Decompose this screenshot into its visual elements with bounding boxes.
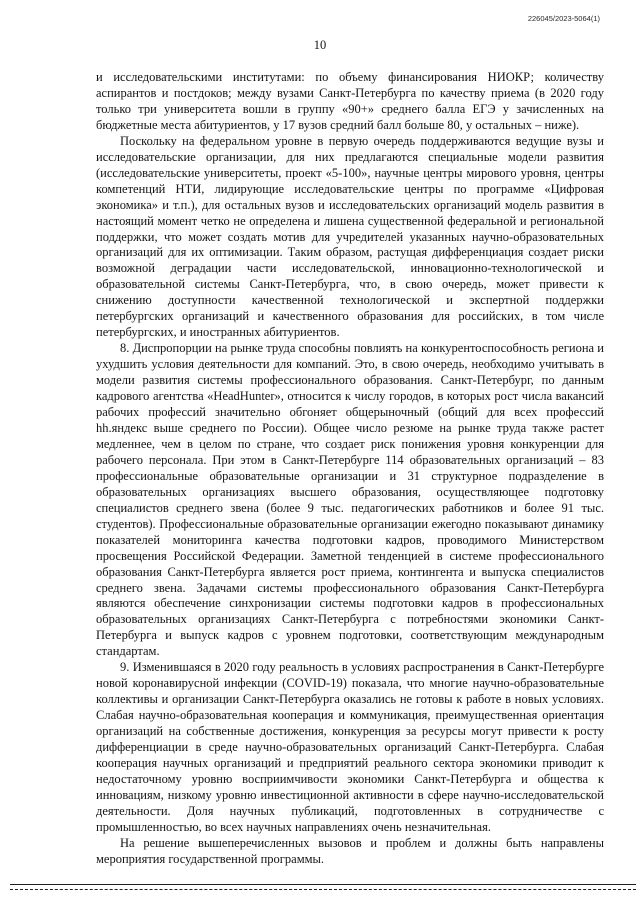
- paragraph-continuation: и исследовательскими институтами: по объему финансирования НИОКР; количеству аспирантов и постдоков; между вузами Санкт-Петербурга по качеству приема (в 2020 году только три университета вошли в группу «90+» среднего балла ЕГЭ у зачисленных на бюджетные места абитуриентов, у 17 вузов средний балл больше 80, у остальных – ниже).: [96, 70, 604, 132]
- paragraph-item-8-labor-market: 8. Диспропорции на рынке труда способны повлиять на конкурентоспособность региона и ухудшить условия деятельности для компаний. Это, в свою очередь, необходимо учитывать в модели развития системы профессионального образования. Санкт-Петербург, по данным кадрового агентства «HeadHunter», относится к числу городов, в которых рост числа вакансий рабочих профессий значительно обгоняет общерыночный (общий для всех профессий hh.яндекс выше среднего по России). Общее число резюме на рынке труда также растет медленнее, чем в целом по стране, что создает риск понижения уровня конкуренции для рабочего персонала. При этом в Санкт-Петербурге 114 образовательных организаций – 83 профессиональные образовательные организации и 31 структурное подразделение в образовательных организациях высшего образования, осуществляющее подготовку специалистов среднего звена (более 9 тыс. педагогических работников и более 91 тыс. студентов). Профессиональные образовательные организации ежегодно показывают динамику показателей мониторинга качества подготовки кадров, проводимого Министерством просвещения Российской Федерации. Заметной тенденцией в системе профессионального образования Санкт-Петербурга является рост приема, контингента и выпуска специалистов среднего звена. Задачами системы профессионального образования Санкт-Петербурга являются обеспечение синхронизации системы подготовки кадров в профессиональных образовательных организациях Санкт-Петербурга с потребностями экономики Санкт-Петербурга и выпуск кадров с уровнем подготовки, соответствующим международным стандартам.: [96, 341, 604, 659]
- page-number: 10: [313, 38, 327, 52]
- paragraph-conclusion: На решение вышеперечисленных вызовов и проблем и должны быть направлены мероприятия государственной программы.: [96, 835, 604, 866]
- document-body: [96, 70, 604, 868]
- paragraph-item-9-covid: 9. Изменившаяся в 2020 году реальность в условиях распространения в Санкт-Петербурге новой коронавирусной инфекции (COVID-19) показала, что многие научно-образовательные коллективы и организации Санкт-Петербурга оказались не готовы к работе в новых условиях. Слабая научно-образовательная кооперация и коммуникация, преимущественная ориентация организаций на собственные достижения, конкуренция за ресурсы могут привести к росту дифференциации в среде научно-образовательных организаций Санкт-Петербурга. Слабая кооперация научных организаций и предприятий реального сектора экономики приводит к недостаточному уровню восприимчивости экономики Санкт-Петербурга и общества к инновациям, низкому уровню инвестиционной активности в сфере научно-исследовательской деятельности. Доля научных публикаций, подготовленных в сотрудничестве с промышленностью, во всех научных направлениях очень незначительная.: [96, 660, 604, 834]
- footer-rule: [10, 884, 636, 885]
- footer-rule-dashed: [10, 889, 636, 890]
- document-registration-number: 226045/2023-5064(1): [527, 14, 600, 23]
- paragraph-differentiation-risks: Поскольку на федеральном уровне в первую очередь поддерживаются ведущие вузы и исследовательские организации, для них предлагаются специальные модели развития (исследовательские университеты, проект «5-100», научные центры мирового уровня, центры компетенций НТИ, лидирующие исследовательские центры по программе «Цифровая экономика» и т.п.), для остальных вузов и исследовательских организаций модель развития в настоящий момент четко не определена и лишена существенной федеральной и региональной поддержки, что может создать мотив для учредителей указанных научно-образовательных организаций для их оптимизации. Таким образом, растущая дифференциация создает риски возможной деградации части исследовательской, инновационно-технологической и образовательной системы Санкт-Петербурга, что, в свою очередь, может привести к снижению доступности качественной технологической и экспертной поддержки петербургских организаций и качественного образования для российских, в том числе петербургских, и иностранных абитуриентов.: [96, 133, 604, 340]
